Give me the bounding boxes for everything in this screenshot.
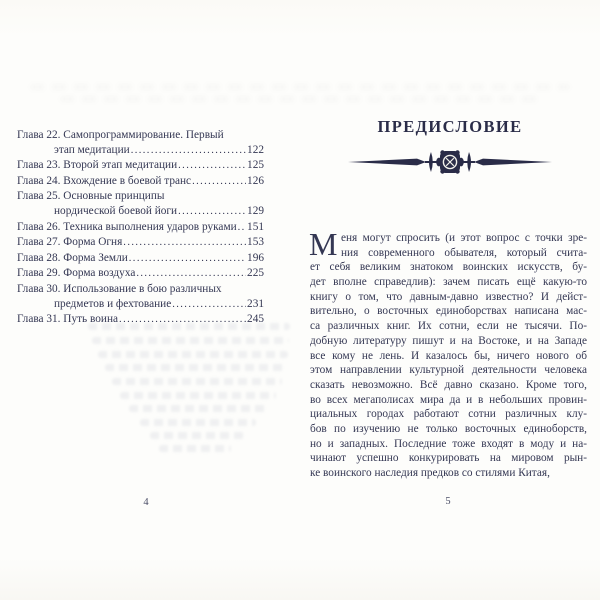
preface-line: но и западных. Последние тоже входят в моду и на- [310,437,587,450]
toc-entry [17,266,264,282]
preface-line: добную литературу пишут и на Востоке, и на Западе [310,334,587,347]
preface-line: еня могут спросить (и этот вопрос с точки зре- [341,232,587,244]
toc-entry [17,174,264,190]
dot-leader [172,297,246,313]
toc-entry-page: 231 [247,297,264,310]
dot-leader [129,251,246,267]
toc-entry-label: Глава 25. Основные принципы [17,190,165,203]
dot-leader [131,143,246,159]
toc-entry-page: 225 [247,267,264,280]
preface-line: са различных книг. Их сотни, если не тысячи. По- [310,320,587,333]
toc-entry-page: 153 [247,236,264,249]
toc-entry [17,220,264,236]
toc-entry-label: Глава 24. Вхождение в боевой транс [17,174,192,187]
page-number-right: 5 [445,496,451,507]
dot-leader [178,158,246,174]
toc-entry-label: Глава 31. Путь воина [17,313,119,326]
table-of-contents [17,128,264,328]
preface-line: этом направлении культурной деятельности человека [310,364,587,377]
preface-text [309,226,587,481]
chapter-title: ПРЕДИСЛОВИЕ [377,117,523,136]
preface-line: бов по изучению не только восточных единоборств, [310,422,587,435]
toc-entry-label: предметов и фехтование [54,297,172,310]
toc-entry-label: Глава 26. Техника выполнения ударов руками [17,220,237,233]
dot-leader [238,220,246,236]
preface-line: сказать невозможно. Всё давно сказано. Кроме того, [310,378,587,391]
preface-line: дет вполне справедлив): зачем писать ещё какую-то [310,276,587,289]
toc-entry [17,235,264,251]
toc-entry-page: 196 [247,251,264,264]
preface-line: все кому не лень. И казалось бы, ничего нового об [310,349,587,362]
toc-entry-label: Глава 27. Форма Огня [17,236,123,249]
preface-line: вительно, о восточных единоборствах написана мас- [310,305,587,318]
toc-entry [17,297,264,313]
toc-entry-label: Глава 22. Самопрограммирование. Первый [17,129,224,141]
preface-line: чинают успешно конкурировать на мировом рын- [310,452,587,465]
page-number-left: 4 [143,497,149,508]
toc-entry-page: 129 [247,204,264,217]
dot-leader [178,204,246,220]
show-through-ghost [30,84,570,90]
toc-entry-page: 125 [247,159,264,172]
toc-entry-label: Глава 23. Второй этап медитации [17,159,178,172]
dot-leader [136,266,246,282]
preface-lines [310,231,587,481]
toc-entry-page: 126 [247,174,264,187]
toc-entry [17,158,264,174]
toc-entry [17,282,264,297]
toc-entry [17,251,264,267]
preface-line: ния современного обывателя, который счита- [341,246,587,259]
preface-line: циальных городах работают сотни различных клу- [310,408,587,421]
toc-entry [17,143,264,159]
toc-entry-label: Глава 28. Форма Земли [17,251,128,264]
toc-entry-label: нордической боевой йоги [54,204,178,217]
preface-line: ет себя великим знатоком воинских искусств, бу- [310,261,587,274]
toc-entry-page: 122 [247,143,264,156]
toc-entry-label: Глава 30. Использование в бою различных [17,282,222,295]
dot-leader [123,235,246,251]
show-through-ghost [60,96,540,102]
toc-entry [17,189,264,204]
sword-divider-icon [347,145,553,179]
toc-entry-page: 245 [247,313,264,326]
toc-entry-label: Глава 29. Форма воздуха [17,267,136,280]
preface-line: во всех мегаполисах мира да и в небольших провин- [310,393,587,406]
toc-entry-page: 151 [247,220,264,233]
toc-entry [17,204,264,220]
dot-leader [192,174,246,190]
toc-entry [17,128,264,143]
toc-entry-label: этап медитации [54,143,130,156]
preface-line: книгу о том, что давным-давно известно? И дейст- [310,290,587,303]
preface-line: ке воинского наследия предков со стилями Китая, [310,467,550,479]
drop-cap: М [309,226,338,262]
